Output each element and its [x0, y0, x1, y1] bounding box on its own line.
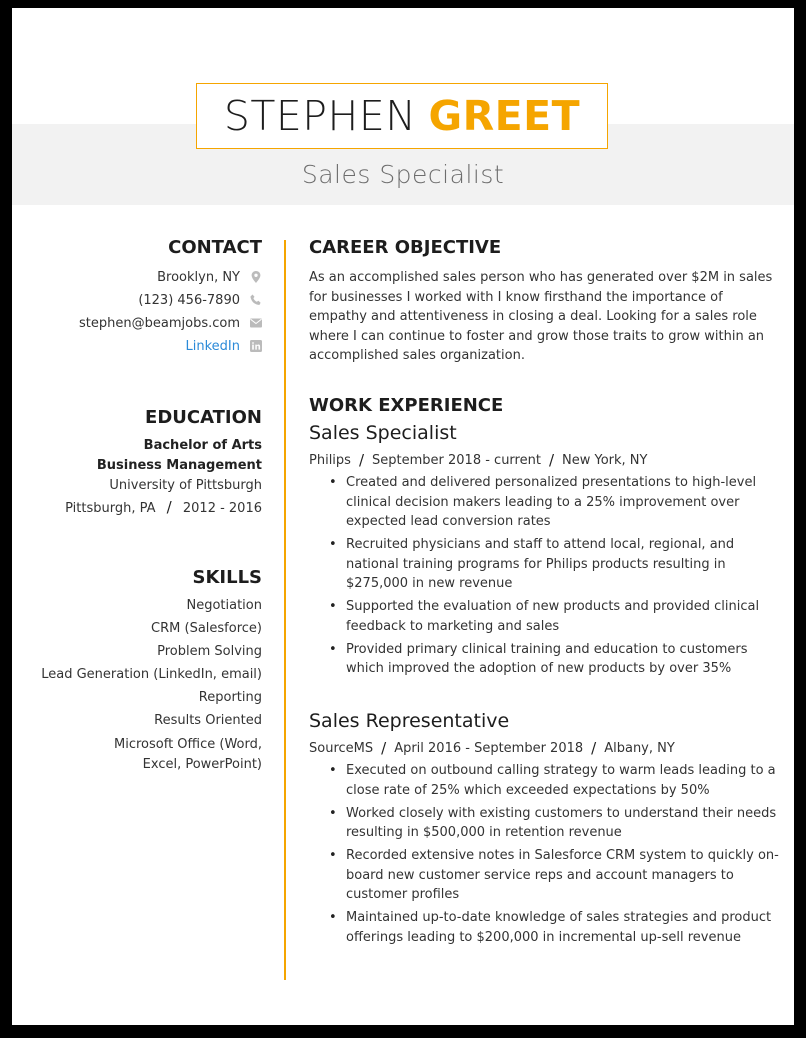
email-text[interactable]: stephen@beamjobs.com	[79, 315, 240, 331]
job-dates: April 2016 - September 2018	[394, 740, 584, 756]
skills-heading: SKILLS	[192, 567, 262, 588]
column-divider	[284, 240, 286, 980]
job-location: Albany, NY	[604, 740, 675, 756]
contact-heading: CONTACT	[168, 237, 262, 258]
list-item: • Worked closely with existing customers to understand their needs resulting in $500,000 in retention revenue	[346, 804, 780, 843]
job-company: Philips	[309, 452, 351, 468]
objective-heading: CAREER OBJECTIVE	[309, 237, 502, 258]
contact-email	[12, 314, 262, 332]
meta-separator: /	[381, 739, 387, 757]
linkedin-icon	[250, 340, 262, 352]
first-name: STEPHEN	[223, 92, 417, 140]
resume-page	[12, 8, 794, 1025]
objective-text: As an accomplished sales person who has generated over $2M in sales for businesses I worked with I know firsthand the importance of empathy and attentiveness in closing a deal. Looking for a sales role where I can continue to foster and grow those traits to grow within an accomplished sales organization.	[309, 270, 773, 363]
education-heading: EDUCATION	[145, 407, 262, 428]
contact-phone	[12, 291, 262, 309]
name-box	[196, 83, 608, 149]
skill-item: CRM (Salesforce)	[151, 621, 262, 636]
skill-item: Negotiation	[186, 598, 262, 613]
skill-item: Lead Generation (LinkedIn, email)	[41, 667, 262, 682]
job-company: SourceMS	[309, 740, 374, 756]
contact-linkedin	[12, 337, 262, 355]
experience-heading: WORK EXPERIENCE	[309, 395, 504, 416]
education-city-years	[12, 498, 262, 516]
location-text: Brooklyn, NY	[157, 269, 240, 285]
meta-separator: /	[591, 739, 597, 757]
skill-item: Reporting	[198, 690, 262, 705]
list-item: • Executed on outbound calling strategy to warm leads leading to a close rate of 25% which exceeded expectations by 50%	[346, 761, 780, 800]
job-title-1: Sales Specialist	[309, 422, 457, 444]
phone-icon	[250, 294, 262, 306]
job-dates: September 2018 - current	[372, 452, 541, 468]
linkedin-link[interactable]: LinkedIn	[185, 338, 240, 354]
job-meta-2	[309, 739, 675, 757]
job-title: Sales Specialist	[301, 160, 505, 189]
list-item: • Recorded extensive notes in Salesforce CRM system to quickly on-board new customer service reps and account managers to customer profiles	[346, 846, 780, 905]
list-item: • Provided primary clinical training and education to customers which improved the adoption of new products by over 35%	[346, 640, 780, 679]
meta-separator: /	[358, 451, 365, 469]
list-item: • Created and delivered personalized presentations to high-level clinical decision makers leading to a 25% improvement over expected lead conversion rates	[346, 473, 780, 532]
skill-item: Microsoft Office (Word, Excel, PowerPoint)	[114, 737, 262, 772]
job-meta-1	[309, 451, 647, 469]
education-separator: /	[166, 498, 172, 516]
job-bullets-2	[309, 761, 780, 951]
skill-item: Results Oriented	[154, 713, 262, 728]
job-title-2: Sales Representative	[309, 710, 510, 732]
job-location: New York, NY	[562, 452, 648, 468]
education-years: 2012 - 2016	[182, 501, 262, 516]
meta-separator: /	[548, 451, 555, 469]
education-degree: Bachelor of Arts	[143, 438, 262, 453]
list-item: • Supported the evaluation of new products and provided clinical feedback to marketing and sales	[346, 597, 780, 636]
list-item: • Maintained up-to-date knowledge of sales strategies and product offerings leading to $200,000 in incremental up-sell revenue	[346, 908, 780, 947]
envelope-icon	[250, 317, 262, 329]
education-city: Pittsburgh, PA	[65, 501, 156, 516]
map-pin-icon	[250, 271, 262, 283]
skill-item: Problem Solving	[157, 644, 262, 659]
education-school: University of Pittsburgh	[109, 478, 262, 493]
last-name: GREET	[428, 92, 581, 140]
list-item: • Recruited physicians and staff to attend local, regional, and national training programs for Philips products resulting in $275,000 in new revenue	[346, 535, 780, 594]
education-major: Business Management	[96, 458, 262, 473]
job-bullets-1	[309, 473, 780, 682]
contact-location	[12, 268, 262, 286]
phone-text: (123) 456-7890	[138, 292, 240, 308]
